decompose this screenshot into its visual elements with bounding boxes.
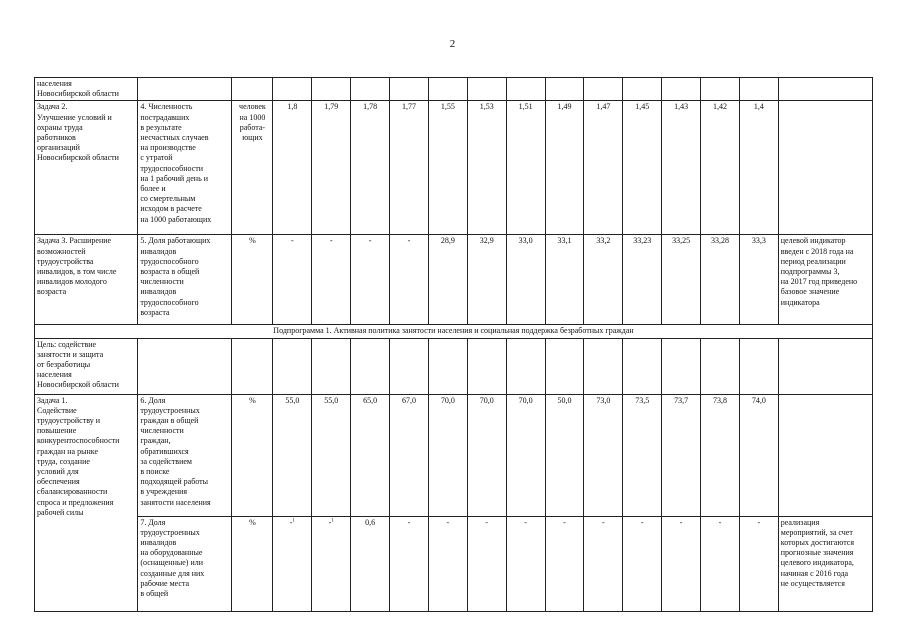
- value-cell: 1,42: [701, 101, 740, 235]
- table-row: [35, 338, 873, 394]
- value-cell: 65,0: [351, 394, 390, 516]
- value-cell: 1,45: [623, 101, 662, 235]
- task-cell: Задача 1. Содействие трудоустройству и повышение конкурентоспособности граждан на рынке труда, создание условий для обеспечения сбалансированности спроса и предложения рабочей силы: [35, 394, 138, 611]
- value-cell: 33,3: [739, 235, 778, 325]
- indicators-table: [34, 77, 873, 612]
- value-cell: 1,79: [312, 101, 351, 235]
- value-cell: -: [506, 516, 545, 611]
- table-row: [35, 235, 873, 325]
- value-cell: 33,1: [545, 235, 584, 325]
- value-cell: 73,7: [662, 394, 701, 516]
- value-cell: 73,0: [584, 394, 623, 516]
- value-cell: 74,0: [739, 394, 778, 516]
- table-row: [35, 101, 873, 235]
- value-cell: 70,0: [467, 394, 506, 516]
- unit-cell: человек на 1000 работа- ющих: [232, 101, 273, 235]
- value-cell: 0,6: [351, 516, 390, 611]
- table-row: [35, 325, 873, 338]
- value-cell: -: [351, 235, 390, 325]
- note-cell: [778, 394, 872, 516]
- value-cell: -: [584, 516, 623, 611]
- task-cell: Задача 3. Расширение возможностей трудоустройства инвалидов, в том числе инвалидов молодого возраста: [35, 235, 138, 325]
- value-cell: -: [467, 516, 506, 611]
- value-cell: 1,43: [662, 101, 701, 235]
- value-cell: -$^1$: [273, 516, 312, 611]
- goal-cell: Цель: содействие занятости и защита от безработицы населения Новосибирской области: [35, 338, 138, 394]
- value-cell: 1,47: [584, 101, 623, 235]
- value-cell: -: [662, 516, 701, 611]
- indicator-cell: 5. Доля работающих инвалидов трудоспособного возраста в общей численности инвалидов трудоспособного возраста: [138, 235, 232, 325]
- value-cell: 33,25: [662, 235, 701, 325]
- value-cell: -: [390, 516, 429, 611]
- value-cell: 33,23: [623, 235, 662, 325]
- value-cell: -$^1$: [312, 516, 351, 611]
- value-cell: 33,28: [701, 235, 740, 325]
- unit-cell: %: [232, 394, 273, 516]
- indicator-cell: 4. Численность пострадавших в результате несчастных случаев на производстве с утратой трудоспособности на 1 рабочий день и более и со смертельным исходом в расчете на 1000 работающих: [138, 101, 232, 235]
- table-row: [35, 394, 873, 516]
- value-cell: -: [545, 516, 584, 611]
- value-cell: -: [623, 516, 662, 611]
- value-cell: -: [273, 235, 312, 325]
- value-cell: 67,0: [390, 394, 429, 516]
- subprogram-heading: Подпрограмма 1. Активная политика занятости населения и социальная поддержка безработных граждан: [35, 325, 873, 338]
- value-cell: 33,2: [584, 235, 623, 325]
- task-cell: Задача 2. Улучшение условий и охраны труда работников организаций Новосибирской области: [35, 101, 138, 235]
- value-cell: -: [428, 516, 467, 611]
- note-cell: реализация мероприятий, за счет которых достигаются прогнозные значения целевого индикатора, начиная с 2016 года не осуществляется: [778, 516, 872, 611]
- indicator-cell: 7. Доля трудоустроенных инвалидов на оборудованные (оснащенные) или созданные для них рабочие места в общей: [138, 516, 232, 611]
- footnote-mark: 1: [331, 517, 334, 523]
- value-cell: 28,9: [428, 235, 467, 325]
- table-row: [35, 516, 873, 611]
- value-cell: -: [312, 235, 351, 325]
- page-number: 2: [449, 38, 456, 50]
- value-cell: 33,0: [506, 235, 545, 325]
- value-cell: 1,55: [428, 101, 467, 235]
- value-cell: -: [390, 235, 429, 325]
- value-cell: 50,0: [545, 394, 584, 516]
- value-cell: 1,53: [467, 101, 506, 235]
- value-cell: 1,4: [739, 101, 778, 235]
- value-cell: 73,5: [623, 394, 662, 516]
- table-row: [35, 78, 873, 101]
- value-cell: 70,0: [506, 394, 545, 516]
- value-cell: 1,49: [545, 101, 584, 235]
- value-cell: 73,8: [701, 394, 740, 516]
- value-cell: 32,9: [467, 235, 506, 325]
- value-cell: 1,77: [390, 101, 429, 235]
- value-cell: 1,78: [351, 101, 390, 235]
- value-cell: 55,0: [312, 394, 351, 516]
- footnote-mark: 1: [292, 517, 295, 523]
- value-cell: -: [739, 516, 778, 611]
- value-cell: 1,8: [273, 101, 312, 235]
- unit-cell: %: [232, 235, 273, 325]
- value-cell: 1,51: [506, 101, 545, 235]
- note-cell: [778, 101, 872, 235]
- unit-cell: %: [232, 516, 273, 611]
- goal-cell: населения Новосибирской области: [35, 78, 138, 101]
- value-cell: -: [701, 516, 740, 611]
- value-cell: 70,0: [428, 394, 467, 516]
- indicator-cell: 6. Доля трудоустроенных граждан в общей численности граждан, обратившихся за содействием в поиске подходящей работы в учреждения занятости населения: [138, 394, 232, 516]
- value-cell: 55,0: [273, 394, 312, 516]
- note-cell: целевой индикатор введен с 2018 года на период реализации подпрограммы 3, на 2017 год приведено базовое значение индикатора: [778, 235, 872, 325]
